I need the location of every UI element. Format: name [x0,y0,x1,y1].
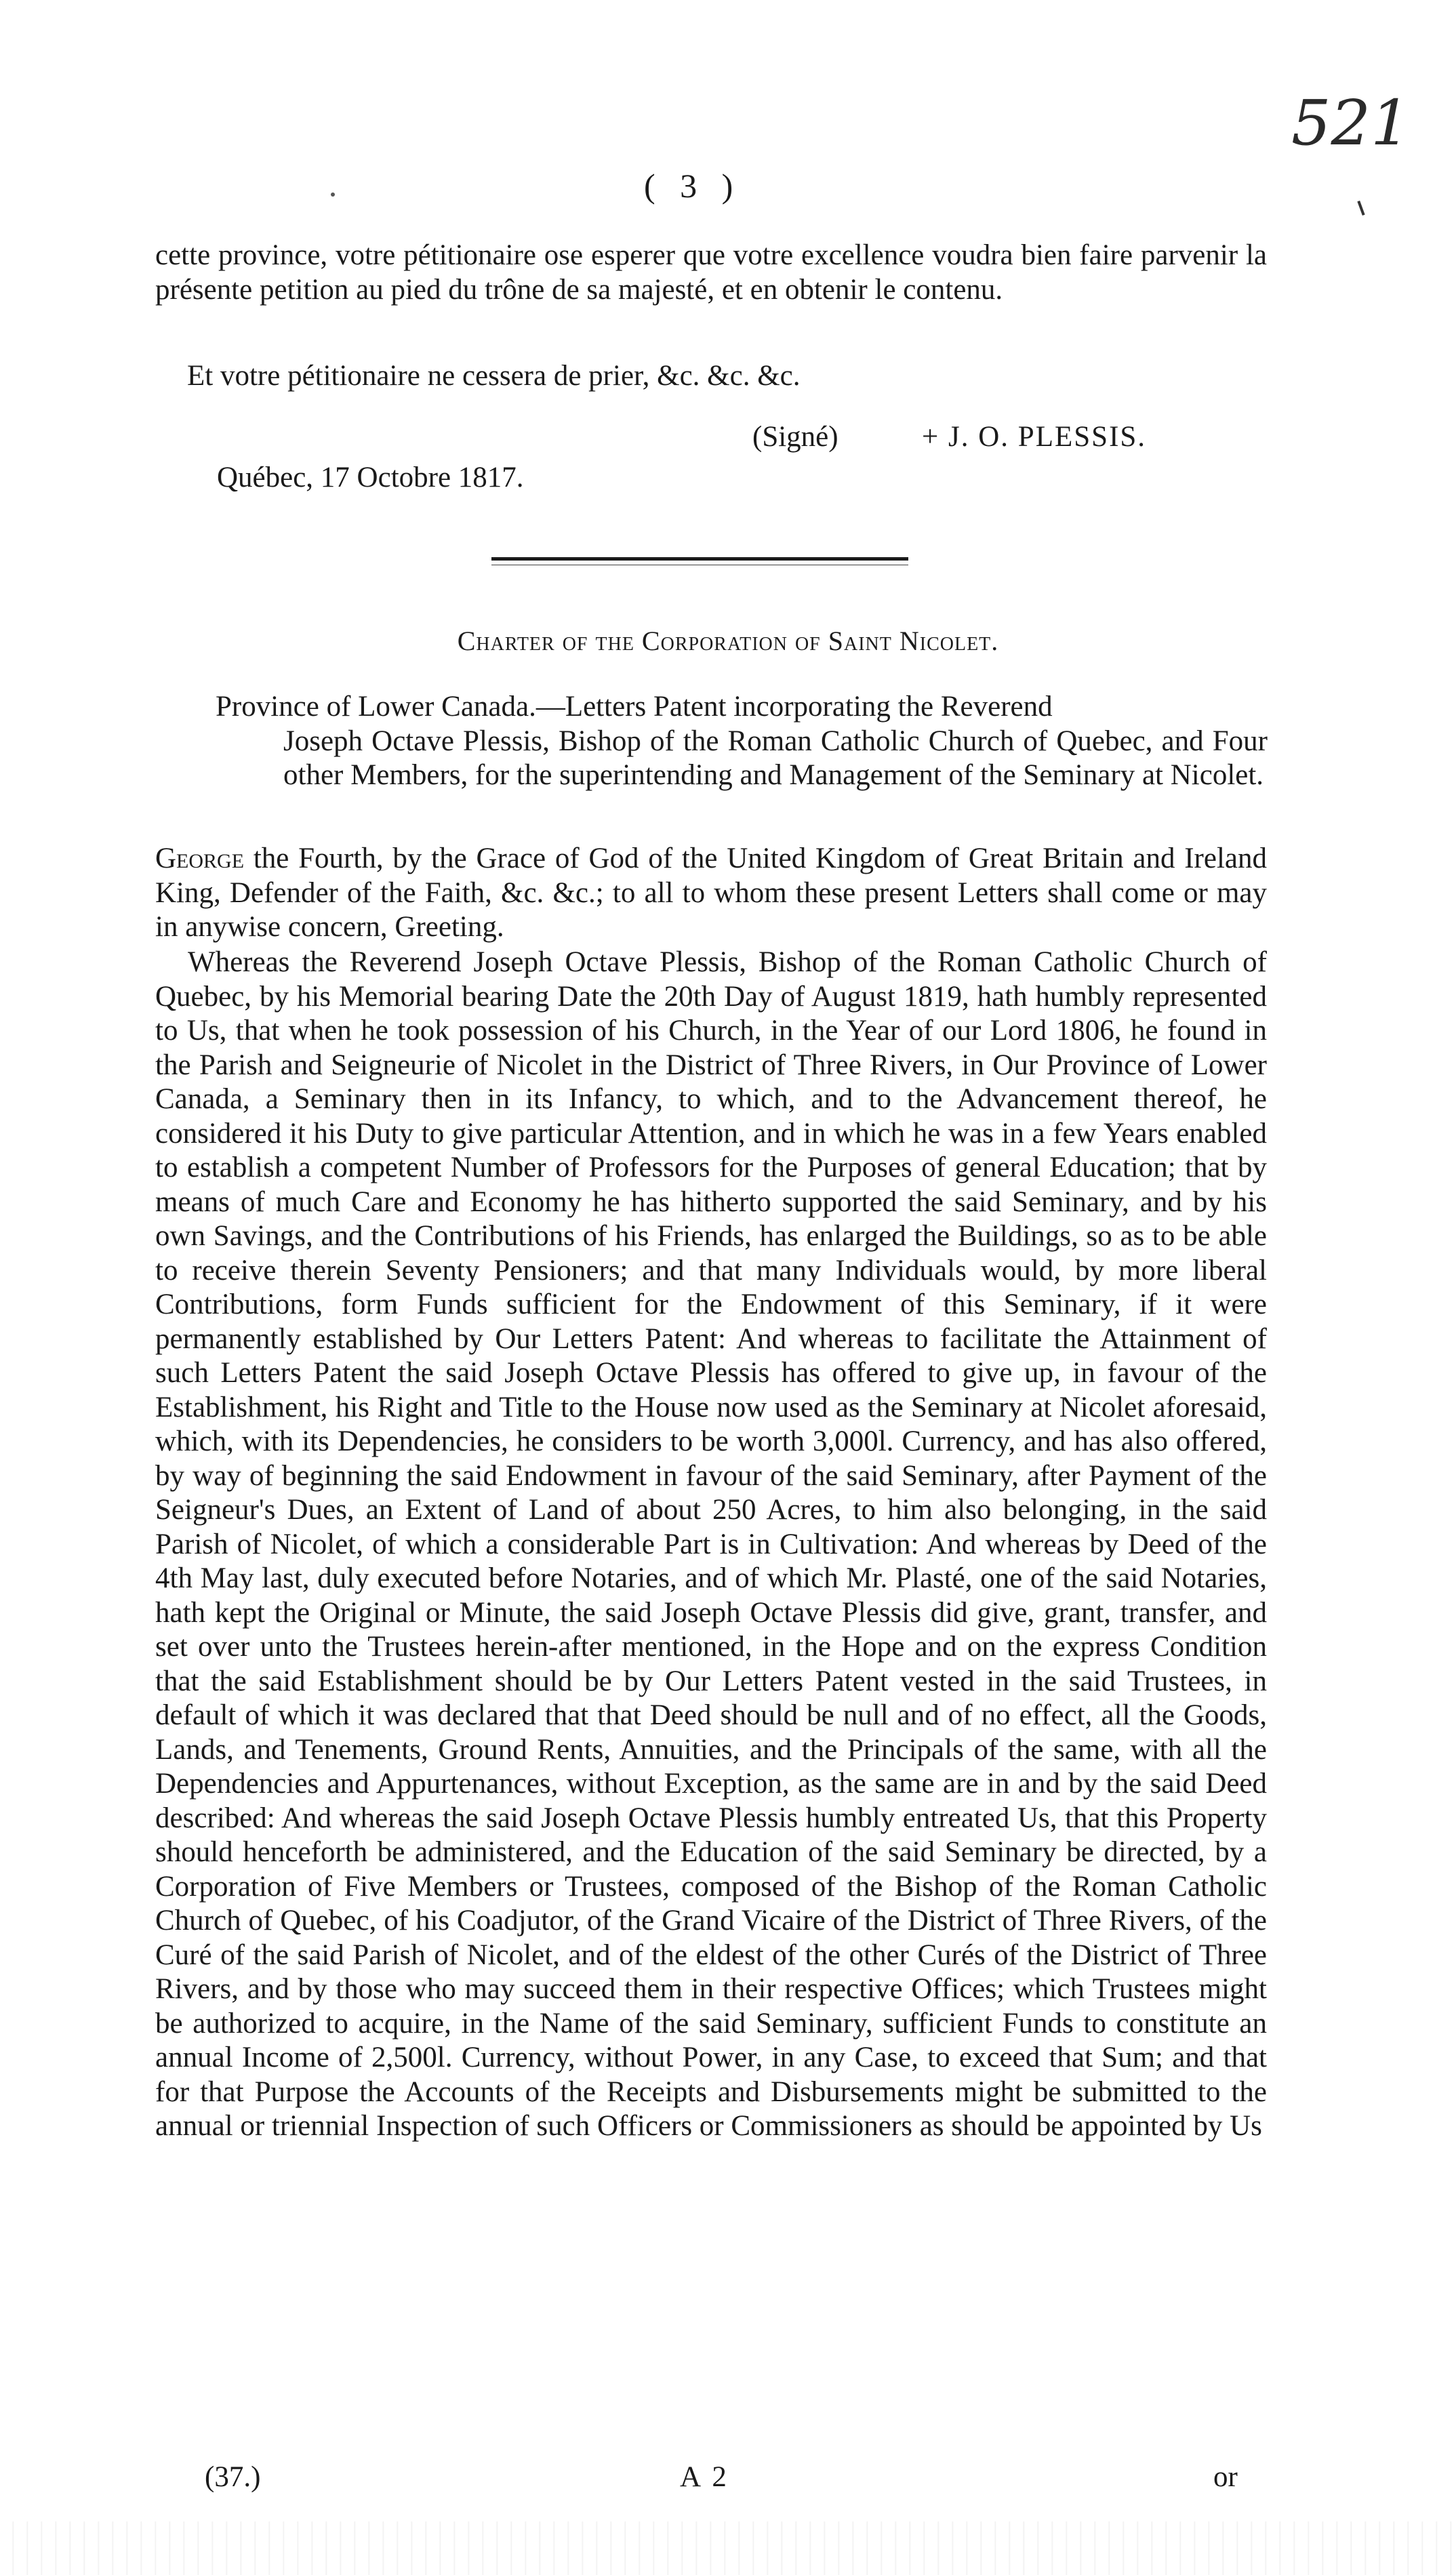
footer-catchword: or [1213,2461,1238,2493]
george-paragraph-text: the Fourth, by the Grace of God of the United Kingdom of Great Britain and Ireland King, Defender of the Faith, &c. &c.; to all to whom these present Letters shall come or may in anywise concern, Greeting. [155,843,1267,943]
petition-continuation: cette province, votre pétitionaire ose esperer que votre excellence voudra bien faire parvenir la présente petition au pied du trône de sa majesté, et en obtenir le contenu. [155,239,1267,306]
margin-tick-mark [1357,201,1364,216]
charter-title: Charter of the Corporation of Saint Nicolet. [457,626,999,656]
date-line: Québec, 17 Octobre 1817. [217,462,524,493]
page-header-number: ( 3 ) [644,167,742,205]
section-divider [491,557,908,561]
scan-edge-noise [0,2521,1456,2575]
footer-sheet-number: (37.) [205,2461,261,2493]
george-paragraph [155,842,1267,945]
province-heading-lead: Province of Lower Canada.—Letters Patent incorporating the Reverend [216,691,1053,723]
george-small-caps: George [155,843,245,874]
province-heading-rest: Joseph Octave Plessis, Bishop of the Roman Catholic Church of Quebec, and Four other Members, for the superintending and Management of the Seminary at Nicolet. [283,725,1268,791]
signature: + J. O. PLESSIS. [922,421,1147,453]
petition-prayer: Et votre pétitionaire ne cessera de prier, &c. &c. &c. [187,360,801,392]
whereas-paragraph: Whereas the Reverend Joseph Octave Plessis, Bishop of the Roman Catholic Church of Quebec, by his Memorial bearing Date the 20th Day of August 1819, hath humbly represented to Us, that when he took possession of his Church, in the Year of our Lord 1806, he found in the Parish and Seigneurie of Nicolet in the District of Three Rivers, in Our Province of Lower Canada, a Seminary then in its Infancy, to which, and to the Advancement thereof, he considered it his Duty to give particular Attention, and in which he was in a few Years enabled to establish a competent Number of Professors for the Purposes of general Education; that by means of much Care and Economy he has hitherto supported the said Seminary, and by his own Savings, and the Contributions of his Friends, has enlarged the Buildings, so as to be able to receive therein Seventy Pensioners; and that many Individuals would, by more liberal Contributions, form Funds sufficient for the Endowment of this Seminary, if it were permanently established by Our Letters Patent: And whereas to facilitate the Attainment of such Letters Patent the said Joseph Octave Plessis has offered to give up, in favour of the Establishment, his Right and Title to the House now used as the Seminary at Nicolet aforesaid, which, with its Dependencies, he considers to be worth 3,000l. Currency, and has also offered, by way of beginning the said Endowment in favour of the said Seminary, after Payment of the Seigneur's Dues, an Extent of Land of about 250 Acres, to him also belonging, in the said Parish of Nicolet, of which a considerable Part is in Cultivation: And whereas by Deed of the 4th May last, duly executed before Notaries, and of which Mr. Plasté, one of the said Notaries, hath kept the Original or Minute, the said Joseph Octave Plessis did give, grant, transfer, and set over unto the Trustees herein-after mentioned, in the Hope and on the express Condition that the said Establishment should be by Our Letters Patent vested in the said Trustees, in default of which it was declared that that Deed should be null and of no effect, all the Goods, Lands, and Tenements, Ground Rents, Annuities, and the Principals of the same, with all the Dependencies and Appurtenances, without Exception, as the same are in and by the said Deed described: And whereas the said Joseph Octave Plessis humbly entreated Us, that this Property should henceforth be administered, and the Education of the said Seminary be directed, by a Corporation of Five Members or Trustees, composed of the Bishop of the Roman Catholic Church of Quebec, of his Coadjutor, of the Grand Vicaire of the District of Three Rivers, of the Curé of the said Parish of Nicolet, and of the eldest of the other Curés of the District of Three Rivers, and by those who may succeed them in their respective Offices; which Trustees might be authorized to acquire, in the Name of the said Seminary, sufficient Funds to constitute an annual Income of 2,500l. Currency, without Power, in any Case, to exceed that Sum; and that for that Purpose the Accounts of the Receipts and Disbursements might be submitted to the annual or triennial Inspection of such Officers or Commissioners as should be appointed by Us [155,946,1267,2142]
handwritten-page-number: 521 [1291,87,1411,159]
footer-signature-mark: A 2 [680,2461,729,2493]
signed-label: (Signé) [752,421,838,453]
province-heading [216,690,1268,793]
margin-dot-mark [331,192,335,197]
